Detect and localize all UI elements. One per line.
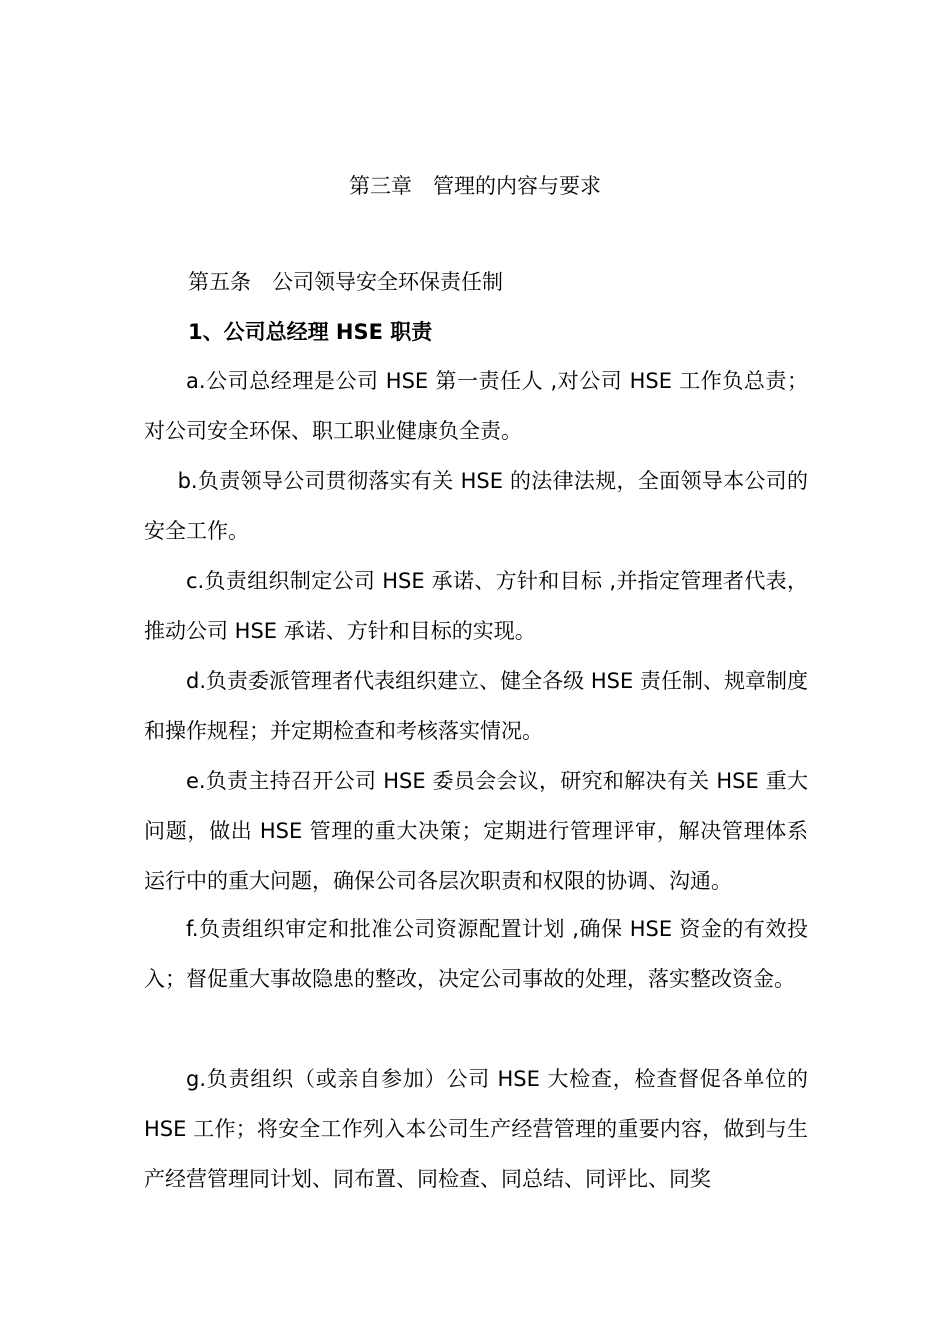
paragraph-d: d.负责委派管理者代表组织建立、健全各级 HSE 责任制、规章制度和操作规程；并定期检查和考核落实情况。 xyxy=(144,669,808,743)
section-title: 1、公司总经理 HSE 职责 xyxy=(188,320,433,344)
paragraph-g: g.负责组织（或亲自参加）公司 HSE 大检查，检查督促各单位的 HSE 工作；将安全工作列入本公司生产经营管理的重要内容，做到与生产经营管理同计划、同布置、同检查、同总结、同评比、同奖 xyxy=(144,1067,808,1191)
chapter-title: 第三章 管理的内容与要求 xyxy=(349,174,601,198)
paragraph-b: b.负责领导公司贯彻落实有关 HSE 的法律法规，全面领导本公司的安全工作。 xyxy=(144,469,808,543)
paragraph-f: f.负责组织审定和批准公司资源配置计划 ,确保 HSE 资金的有效投入；督促重大事故隐患的整改，决定公司事故的处理，落实整改资金。 xyxy=(144,917,808,991)
paragraph-e: e.负责主持召开公司 HSE 委员会会议，研究和解决有关 HSE 重大问题，做出 HSE 管理的重大决策；定期进行管理评审，解决管理体系运行中的重大问题，确保公司各层次职责和权限的协调、沟通。 xyxy=(144,769,808,893)
article-title: 第五条 公司领导安全环保责任制 xyxy=(188,270,503,294)
paragraph-c: c.负责组织制定公司 HSE 承诺、方针和目标 ,并指定管理者代表，推动公司 HSE 承诺、方针和目标的实现。 xyxy=(144,569,808,643)
paragraph-a: a.公司总经理是公司 HSE 第一责任人 ,对公司 HSE 工作负总责；对公司安全环保、职工职业健康负全责。 xyxy=(144,369,808,443)
